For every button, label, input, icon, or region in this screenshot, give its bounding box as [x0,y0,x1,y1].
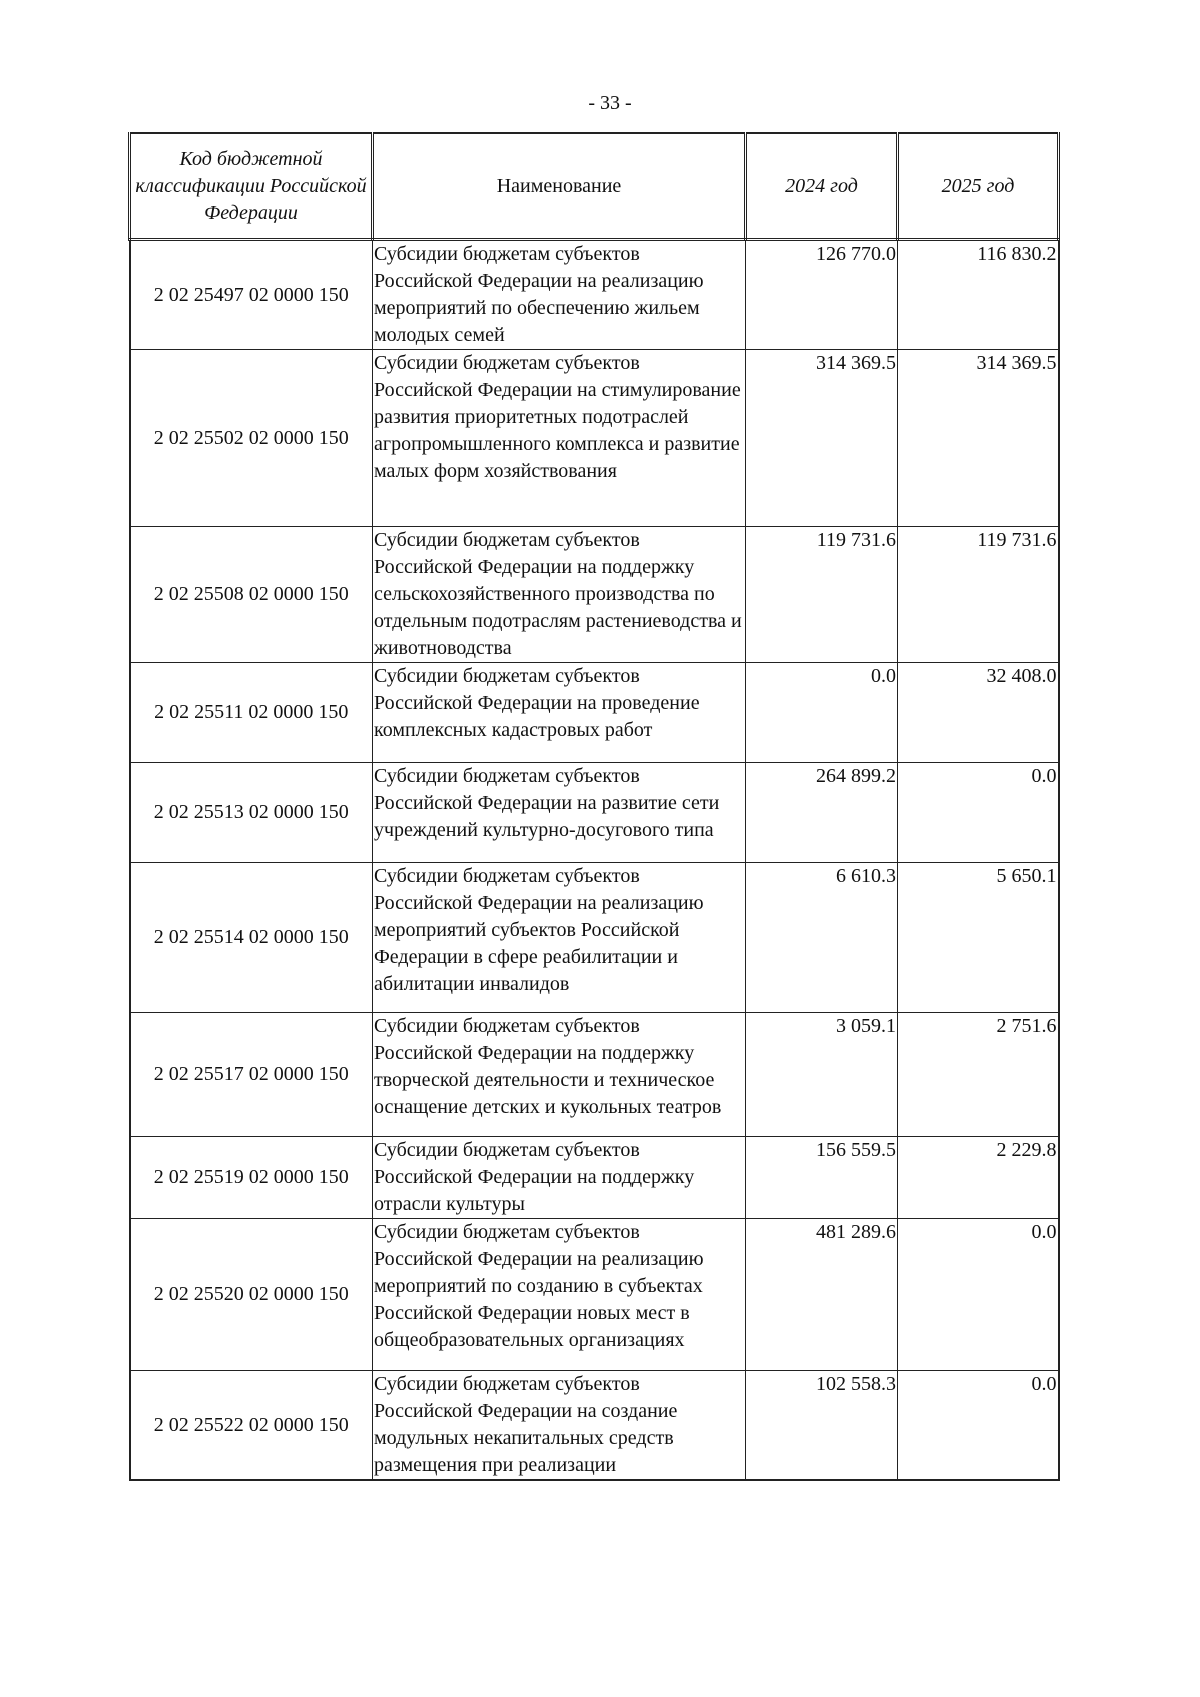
row-code: 2 02 25513 02 0000 150 [130,763,373,863]
row-value-2025: 2 229.8 [898,1137,1059,1219]
header-year-2025: 2025 год [898,133,1059,240]
row-value-2024: 481 289.6 [746,1219,898,1371]
table-row [130,1013,1059,1137]
row-value-2024: 3 059.1 [746,1013,898,1137]
row-value-2024: 126 770.0 [746,240,898,350]
row-code: 2 02 25502 02 0000 150 [130,350,373,527]
row-value-2025: 314 369.5 [898,350,1059,527]
row-value-2024: 264 899.2 [746,763,898,863]
page-number: - 33 - [588,92,632,114]
table-row [130,350,1059,527]
row-code: 2 02 25497 02 0000 150 [130,240,373,350]
row-name: Субсидии бюджетам субъектов Российской Федерации на развитие сети учреждений культурно-досугового типа [373,763,746,863]
table-header-row [130,133,1059,240]
header-year-2024: 2024 год [746,133,898,240]
row-value-2025: 116 830.2 [898,240,1059,350]
row-value-2024: 156 559.5 [746,1137,898,1219]
header-name: Наименование [373,133,746,240]
row-name: Субсидии бюджетам субъектов Российской Федерации на реализацию мероприятий по обеспечению жильем молодых семей [373,240,746,350]
table-row [130,1219,1059,1371]
row-value-2025: 5 650.1 [898,863,1059,1013]
row-value-2024: 119 731.6 [746,527,898,663]
table-row [130,240,1059,350]
table-row [130,663,1059,763]
row-value-2024: 0.0 [746,663,898,763]
row-code: 2 02 25522 02 0000 150 [130,1371,373,1481]
row-code: 2 02 25519 02 0000 150 [130,1137,373,1219]
header-code: Код бюджетной классификации Российской Федерации [130,133,373,240]
row-value-2024: 102 558.3 [746,1371,898,1481]
row-value-2024: 314 369.5 [746,350,898,527]
row-name: Субсидии бюджетам субъектов Российской Федерации на реализацию мероприятий по созданию в субъектах Российской Федерации новых мест в общеобразовательных организациях [373,1219,746,1371]
table-row [130,1371,1059,1481]
row-value-2024: 6 610.3 [746,863,898,1013]
row-value-2025: 0.0 [898,1371,1059,1481]
row-code: 2 02 25520 02 0000 150 [130,1219,373,1371]
row-code: 2 02 25508 02 0000 150 [130,527,373,663]
table-row [130,763,1059,863]
row-name: Субсидии бюджетам субъектов Российской Федерации на поддержку сельскохозяйственного производства по отдельным подотраслям растениеводства и животноводства [373,527,746,663]
row-name: Субсидии бюджетам субъектов Российской Федерации на реализацию мероприятий субъектов Российской Федерации в сфере реабилитации и абилитации инвалидов [373,863,746,1013]
row-code: 2 02 25514 02 0000 150 [130,863,373,1013]
row-code: 2 02 25511 02 0000 150 [130,663,373,763]
row-name: Субсидии бюджетам субъектов Российской Федерации на проведение комплексных кадастровых работ [373,663,746,763]
table-row [130,527,1059,663]
row-name: Субсидии бюджетам субъектов Российской Федерации на поддержку творческой деятельности и техническое оснащение детских и кукольных театров [373,1013,746,1137]
row-code: 2 02 25517 02 0000 150 [130,1013,373,1137]
row-name: Субсидии бюджетам субъектов Российской Федерации на стимулирование развития приоритетных подотраслей агропромышленного комплекса и развитие малых форм хозяйствования [373,350,746,527]
budget-table [128,132,1060,1481]
row-name: Субсидии бюджетам субъектов Российской Федерации на создание модульных некапитальных средств размещения при реализации [373,1371,746,1481]
table-row [130,863,1059,1013]
row-name: Субсидии бюджетам субъектов Российской Федерации на поддержку отрасли культуры [373,1137,746,1219]
row-value-2025: 119 731.6 [898,527,1059,663]
row-value-2025: 32 408.0 [898,663,1059,763]
row-value-2025: 0.0 [898,1219,1059,1371]
row-value-2025: 2 751.6 [898,1013,1059,1137]
table-row [130,1137,1059,1219]
row-value-2025: 0.0 [898,763,1059,863]
